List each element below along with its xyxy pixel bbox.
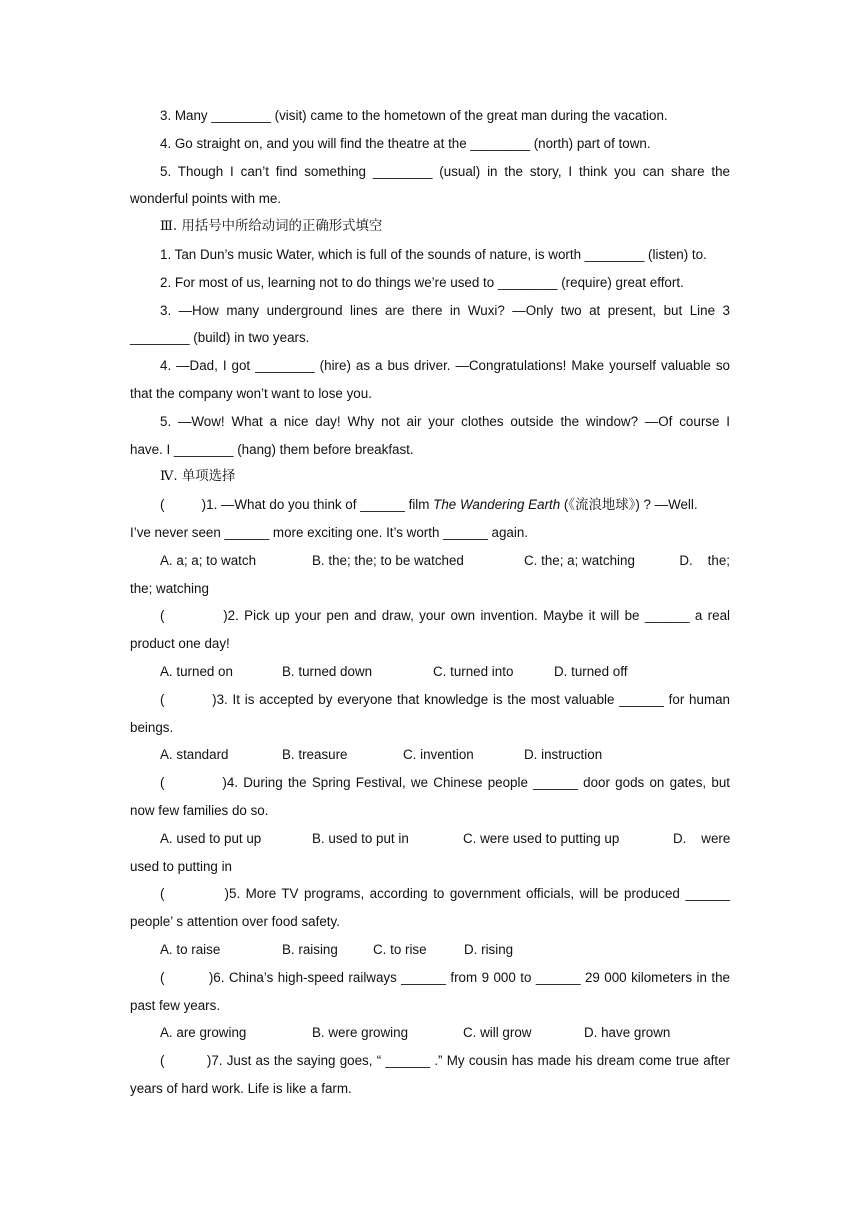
question-3-cont: beings.	[130, 719, 174, 735]
option-d: D. were	[673, 830, 731, 846]
option-a: A. a; a; to watch	[160, 552, 257, 568]
question-3-options	[130, 741, 730, 769]
question-1	[130, 491, 730, 519]
option-b: B. turned down	[282, 663, 373, 679]
section-3-heading: Ⅲ. 用括号中所给动词的正确形式填空	[160, 219, 383, 235]
option-c: C. the; a; watching	[524, 552, 635, 568]
option-a: A. to raise	[160, 941, 221, 957]
question-1-cont: I’ve never seen ______ more exciting one. It’s worth ______ again.	[130, 524, 529, 540]
option-b: B. used to put in	[312, 830, 409, 846]
question-3: ( )3. It is accepted by everyone that knowledge is the most valuable ______ for human	[160, 691, 730, 707]
question-4-options-cont: used to putting in	[130, 858, 232, 874]
verb-item-5-cont: have. I ________ (hang) them before breakfast.	[130, 441, 414, 457]
option-c: C. turned into	[433, 663, 514, 679]
question-2-cont: product one day!	[130, 636, 230, 652]
question-1-options	[130, 547, 730, 575]
sentence-5-cont: wonderful points with me.	[130, 191, 282, 207]
option-a: A. turned on	[160, 663, 233, 679]
question-5-cont: people’ s attention over food safety.	[130, 914, 340, 930]
option-c: C. to rise	[373, 941, 427, 957]
question-4: ( )4. During the Spring Festival, we Chinese people ______ door gods on gates, but	[160, 775, 730, 791]
verb-item-1: 1. Tan Dun’s music Water, which is full of the sounds of nature, is worth ________ (listen) to.	[160, 246, 707, 262]
question-2-options	[130, 658, 730, 686]
question-6-options	[130, 1019, 730, 1047]
option-d: D. rising	[464, 941, 514, 957]
option-a: A. used to put up	[160, 830, 262, 846]
question-4-options	[130, 825, 730, 853]
sentence-4: 4. Go straight on, and you will find the theatre at the ________ (north) part of town.	[160, 135, 651, 151]
question-1-options-cont: the; watching	[130, 580, 209, 596]
option-c: C. invention	[403, 747, 474, 763]
option-a: A. standard	[160, 747, 229, 763]
question-6-cont: past few years.	[130, 997, 221, 1013]
question-7: ( )7. Just as the saying goes, “ ______ .” My cousin has made his dream come true after	[160, 1053, 730, 1069]
question-2: ( )2. Pick up your pen and draw, your own invention. Maybe it will be ______ a real	[160, 608, 730, 624]
question-6: ( )6. China’s high-speed railways ______ from 9 000 to ______ 29 000 kilometers in the	[160, 969, 730, 985]
verb-item-5: 5. —Wow! What a nice day! Why not air your clothes outside the window? —Of course I	[160, 413, 730, 429]
sentence-3: 3. Many ________ (visit) came to the hometown of the great man during the vacation.	[160, 108, 668, 123]
option-a: A. are growing	[160, 1025, 247, 1041]
verb-item-3: 3. —How many underground lines are there in Wuxi? —Only two at present, but Line 3	[160, 302, 730, 318]
option-d: D. instruction	[524, 747, 603, 763]
option-b: B. the; the; to be watched	[312, 552, 464, 568]
option-c: C. will grow	[463, 1025, 532, 1041]
sentence-5: 5. Though I can’t find something ________ (usual) in the story, I think you can share the	[160, 163, 730, 179]
option-b: B. treasure	[282, 747, 348, 763]
option-c: C. were used to putting up	[463, 830, 620, 846]
verb-item-4-cont: that the company won’t want to lose you.	[130, 385, 372, 401]
worksheet-page	[130, 102, 730, 1103]
question-7-cont: years of hard work. Life is like a farm.	[130, 1080, 352, 1096]
film-title: The Wandering Earth	[433, 497, 561, 513]
option-d: D. turned off	[554, 663, 628, 679]
option-b: B. were growing	[312, 1025, 409, 1041]
verb-item-3-cont: ________ (build) in two years.	[130, 330, 310, 346]
option-b: B. raising	[282, 941, 338, 957]
section-4-heading: Ⅳ. 单项选择	[160, 469, 236, 485]
verb-item-2: 2. For most of us, learning not to do things we’re used to ________ (require) great effort.	[160, 274, 684, 290]
question-4-cont: now few families do so.	[130, 802, 269, 818]
question-1-stem: ( )1. —What do you think of ______ film The Wandering Earth (《流浪地球》) ? —Well.	[160, 497, 698, 513]
verb-item-4: 4. —Dad, I got ________ (hire) as a bus driver. —Congratulations! Make yourself valuable so	[160, 358, 730, 374]
question-5: ( )5. More TV programs, according to government officials, will be produced ______	[160, 886, 730, 902]
option-d: D. the;	[679, 552, 730, 568]
question-5-options	[130, 936, 730, 964]
option-d: D. have grown	[584, 1025, 671, 1041]
